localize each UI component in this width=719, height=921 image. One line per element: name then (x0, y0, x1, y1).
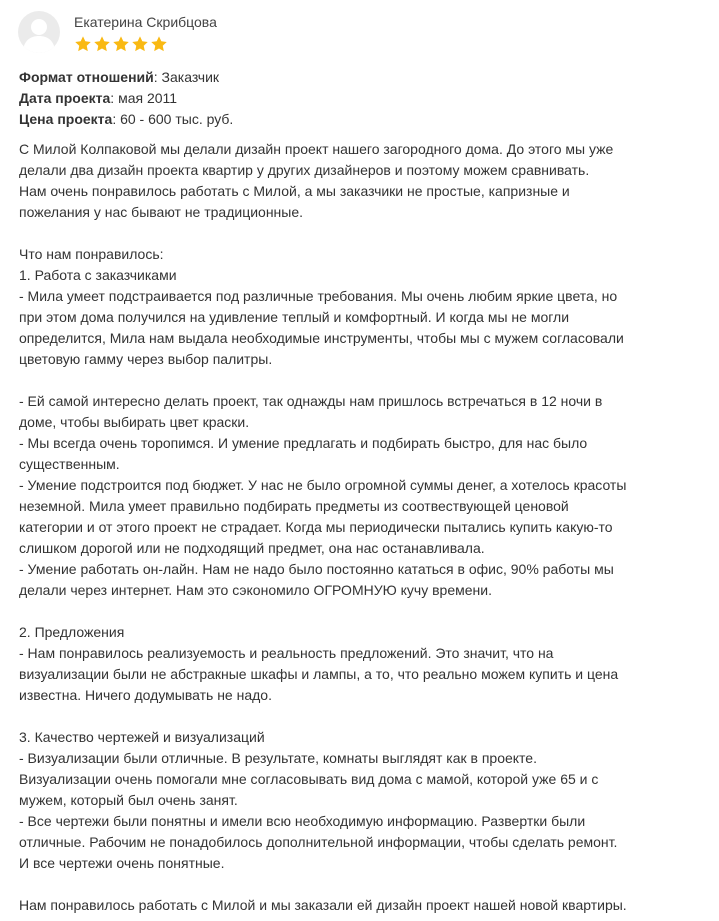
review-header (18, 11, 217, 55)
review-text-line: известна. Ничего додумывать не надо. (19, 687, 272, 703)
star-icon (112, 35, 130, 53)
review-text-line: мужем, который был очень занят. (19, 792, 238, 808)
review-text-line: существенным. (19, 456, 120, 472)
review-text-line: доме, чтобы выбирать цвет краски. (19, 414, 250, 430)
review-text-line: категории и от этого проект не страдает. Когда мы периодически пытались купить какую-то (19, 519, 613, 535)
meta-relationship-value: : Заказчик (153, 69, 220, 85)
review-text-line: - Все чертежи были понятны и имели всю необходимую информацию. Развертки были (19, 813, 586, 829)
project-meta (19, 67, 233, 130)
review-text-line: - Мила умеет подстраивается под различные требования. Мы очень любим яркие цвета, но (19, 288, 618, 304)
review-text-line: пожелания у нас бывают не традиционные. (19, 204, 304, 220)
meta-project-date (19, 88, 233, 109)
meta-relationship (19, 67, 233, 88)
review-text-line: цветовую гамму через выбор палитры. (19, 351, 273, 367)
avatar[interactable] (18, 11, 60, 53)
review-text-line: И все чертежи очень понятные. (19, 855, 225, 871)
review-text-line: 2. Предложения (19, 624, 125, 640)
star-icon (150, 35, 168, 53)
review-text-line: Нам очень понравилось работать с Милой, а мы заказчики не простые, капризные и (19, 183, 570, 199)
star-icon (131, 35, 149, 53)
review-text-line (19, 370, 699, 391)
review-text-line: неземной. Мила умеет правильно подбирать предметы из соотвествующей ценовой (19, 498, 569, 514)
meta-project-price-label: Цена проекта (19, 111, 113, 127)
review-text-line: Визуализации очень помогали мне согласовывать вид дома с мамой, которой уже 65 и с (19, 771, 599, 787)
review-text-line (19, 223, 699, 244)
author-block (74, 12, 217, 53)
review-text-line: отличные. Рабочим не понадобилось дополнительной информации, чтобы сделать ремонт. (19, 834, 618, 850)
meta-relationship-label: Формат отношений (19, 69, 154, 85)
star-icon (93, 35, 111, 53)
review-text-line (19, 601, 699, 622)
review-text-line: - Визуализации были отличные. В результате, комнаты выглядят как в проекте. (19, 750, 537, 766)
review-text-line: визуализации были не абстракные шкафы и лампы, а то, что реально можем купить и цена (19, 666, 619, 682)
review-text (19, 139, 699, 916)
review-text-line: 1. Работа с заказчиками (19, 267, 177, 283)
review-text-line: - Умение подстроится под бюджет. У нас не было огромной суммы денег, а хотелось красоты (19, 477, 627, 493)
review-text-line: слишком дорогой или не подходящий предмет, она нас останавливала. (19, 540, 485, 556)
meta-project-price (19, 109, 233, 130)
review-text-line: Что нам понравилось: (19, 246, 164, 262)
meta-project-price-value: : 60 - 600 тыс. руб. (112, 111, 234, 127)
review-text-line: - Мы всегда очень торопимся. И умение предлагать и подбирать быстро, для нас было (19, 435, 588, 451)
meta-project-date-value: : мая 2011 (110, 90, 178, 106)
review-text-line: делали два дизайн проекта квартир у других дизайнеров и поэтому можем сравнивать. (19, 162, 590, 178)
review-text-line: при этом дома получился на удивление теплый и комфортный. И когда мы не могли (19, 309, 570, 325)
review-text-line: 3. Качество чертежей и визуализаций (19, 729, 265, 745)
review-text-line (19, 706, 699, 727)
star-icon (74, 35, 92, 53)
review-text-line: Нам понравилось работать с Милой и мы заказали ей дизайн проект нашей новой квартиры. (19, 897, 627, 913)
review-text-line: С Милой Колпаковой мы делали дизайн проект нашего загородного дома. До этого мы уже (19, 141, 614, 157)
review-text-line: делали через интернет. Нам это сэкономило ОГРОМНУЮ кучу времени. (19, 582, 492, 598)
rating-stars (74, 35, 217, 53)
review-text-line: - Ей самой интересно делать проект, так однажды нам пришлось встречаться в 12 ночи в (19, 393, 603, 409)
review-text-line: определится, Мила нам выдала необходимые инструменты, чтобы мы с мужем согласовали (19, 330, 624, 346)
author-name[interactable]: Екатерина Скрибцова (74, 14, 217, 30)
review-text-line: - Нам понравилось реализуемость и реальность предложений. Это значит, что на (19, 645, 554, 661)
review-text-line (19, 874, 699, 895)
review-text-line: - Умение работать он-лайн. Нам не надо было постоянно кататься в офис, 90% работы мы (19, 561, 614, 577)
meta-project-date-label: Дата проекта (19, 90, 111, 106)
user-silhouette-icon (18, 11, 60, 53)
